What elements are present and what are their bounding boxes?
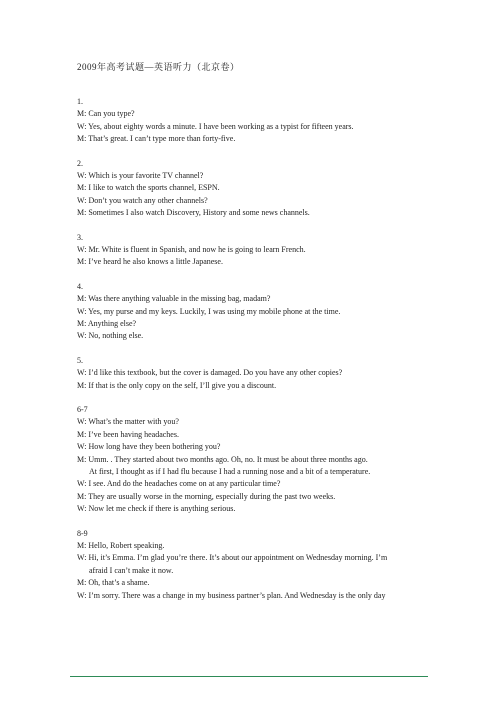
dialogue-section bbox=[77, 281, 437, 343]
dialogue-line: M: I’ve heard he also knows a little Japanese. bbox=[77, 257, 223, 267]
section-number: 1. bbox=[77, 97, 83, 106]
dialogue-section bbox=[77, 96, 437, 146]
dialogue-line: W: I’m sorry. There was a change in my business partner’s plan. And Wednesday is the only day bbox=[77, 590, 386, 600]
dialogue-line: M: Was there anything valuable in the missing bag, madam? bbox=[77, 294, 271, 304]
dialogue-line: M: That’s great. I can’t type more than forty-five. bbox=[77, 134, 236, 144]
dialogue-line: W: How long have they been bothering you? bbox=[77, 442, 221, 452]
section-number: 3. bbox=[77, 232, 83, 242]
dialogue-section bbox=[77, 404, 437, 516]
dialogue-line: At first, I thought as if I had flu because I had a running nose and a bit of a temperature. bbox=[89, 467, 371, 477]
transcript-body bbox=[77, 96, 437, 614]
dialogue-line: M: Umm. . They started about two months ago. Oh, no. It must be about three months ago. bbox=[77, 454, 368, 464]
document-title: 2009年高考试题—英语听力（北京卷） bbox=[77, 62, 240, 72]
dialogue-line: W: Yes, my purse and my keys. Luckily, I was using my mobile phone at the time. bbox=[77, 306, 341, 316]
dialogue-line: W: Don’t you watch any other channels? bbox=[77, 195, 208, 205]
dialogue-line: M: If that is the only copy on the self, I’ll give you a discount. bbox=[77, 380, 277, 390]
dialogue-line: M: Hello, Robert speaking. bbox=[77, 541, 165, 551]
dialogue-line: M: I like to watch the sports channel, ESPN. bbox=[77, 183, 220, 193]
section-number: 4. bbox=[77, 281, 83, 291]
dialogue-line: W: I’d like this textbook, but the cover is damaged. Do you have any other copies? bbox=[77, 368, 343, 378]
dialogue-line: W: Hi, it’s Emma. I’m glad you’re there. It’s about our appointment on Wednesday morning. I’m bbox=[77, 553, 388, 563]
footer-divider bbox=[70, 676, 428, 677]
dialogue-section bbox=[77, 158, 437, 220]
dialogue-line: W: Yes, about eighty words a minute. I have been working as a typist for fifteen years. bbox=[77, 121, 354, 131]
dialogue-line: M: They are usually worse in the morning, especially during the past two weeks. bbox=[77, 491, 336, 501]
dialogue-section bbox=[77, 232, 437, 269]
dialogue-line: W: No, nothing else. bbox=[77, 331, 144, 341]
section-number: 2. bbox=[77, 158, 83, 168]
section-number: 8-9 bbox=[77, 528, 88, 538]
dialogue-line: W: What’s the matter with you? bbox=[77, 417, 179, 427]
dialogue-line: M: Anything else? bbox=[77, 319, 137, 329]
section-number: 6-7 bbox=[77, 405, 88, 415]
dialogue-section bbox=[77, 355, 437, 392]
dialogue-line: W: Mr. White is fluent in Spanish, and now he is going to learn French. bbox=[77, 245, 306, 255]
dialogue-line: M: I’ve been having headaches. bbox=[77, 429, 179, 439]
dialogue-line: M: Oh, that’s a shame. bbox=[77, 578, 150, 588]
dialogue-line: W: Now let me check if there is anything serious. bbox=[77, 504, 236, 514]
dialogue-line: W: I see. And do the headaches come on at any particular time? bbox=[77, 479, 281, 489]
dialogue-line: M: Sometimes I also watch Discovery, History and some news channels. bbox=[77, 208, 310, 218]
dialogue-line: afraid I can’t make it now. bbox=[89, 565, 174, 575]
dialogue-section bbox=[77, 528, 437, 602]
dialogue-line: W: Which is your favorite TV channel? bbox=[77, 171, 204, 180]
section-number: 5. bbox=[77, 355, 83, 365]
dialogue-line: M: Can you type? bbox=[77, 109, 135, 119]
